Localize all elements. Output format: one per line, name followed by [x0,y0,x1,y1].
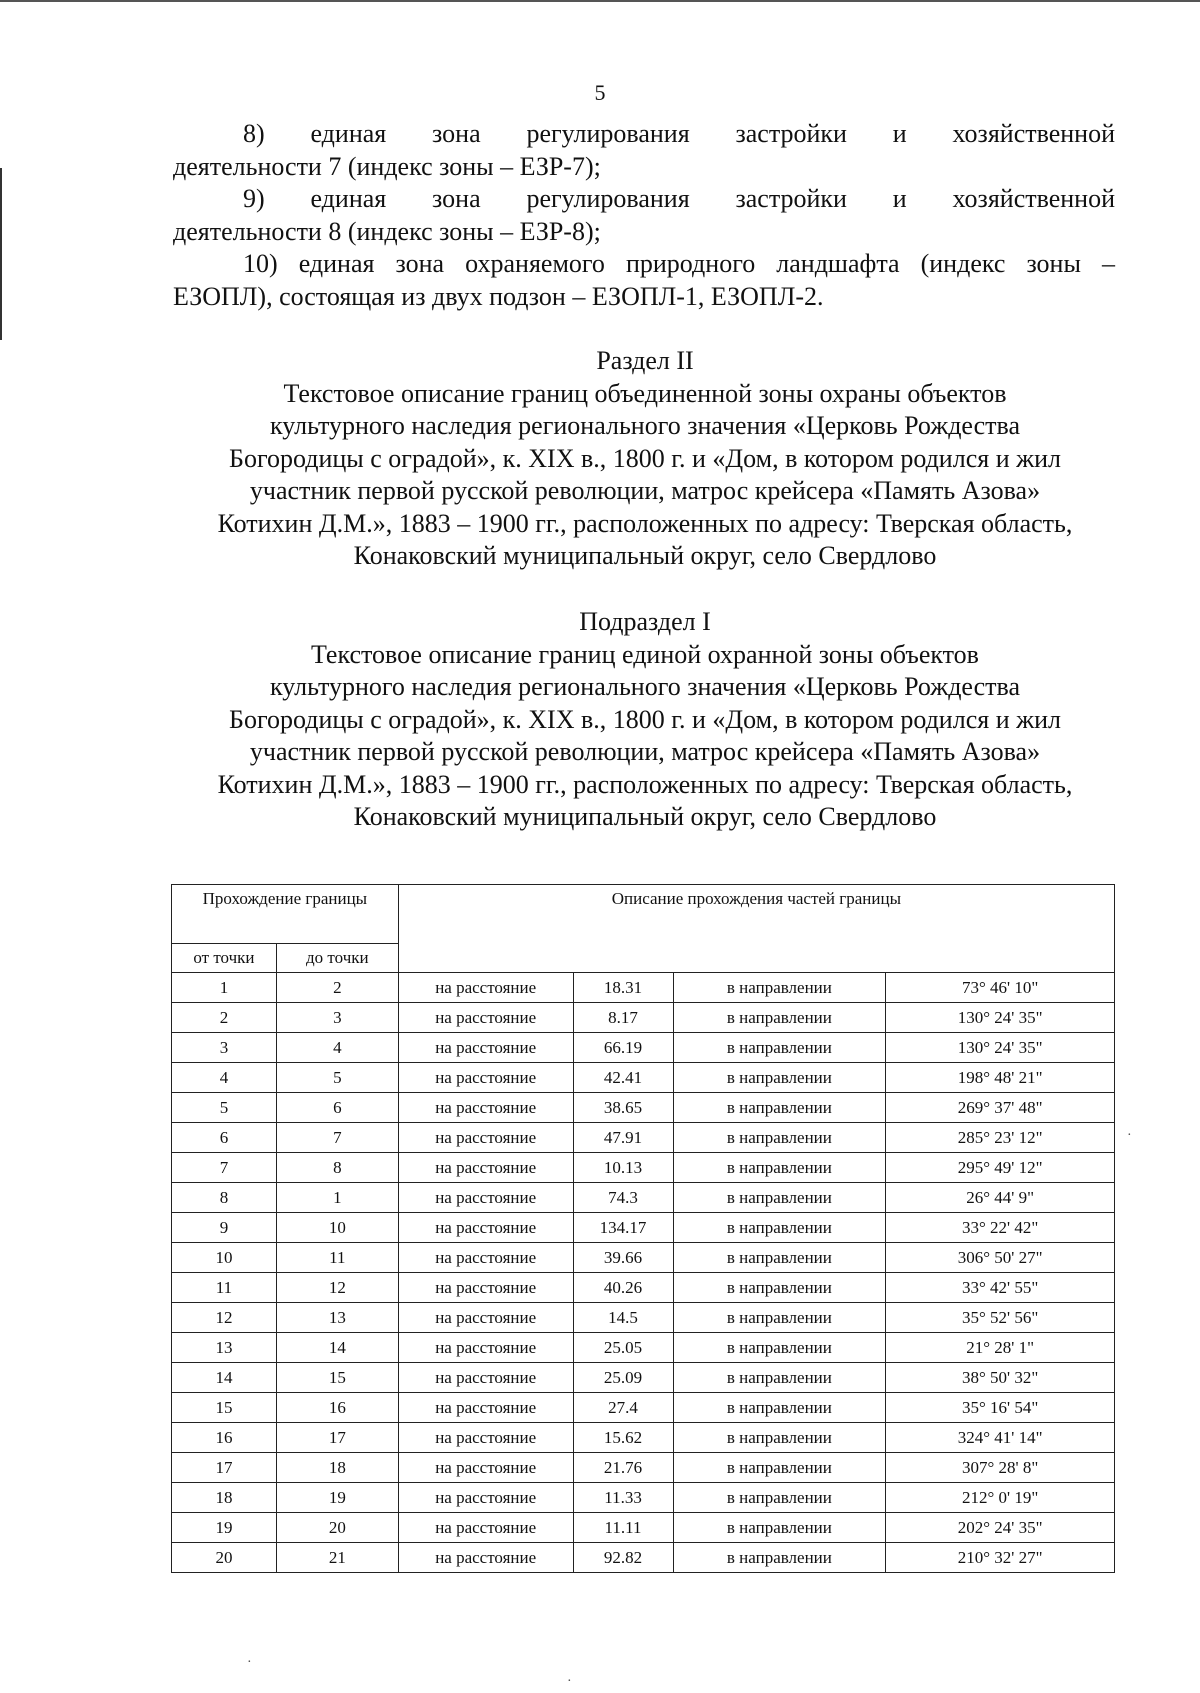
cell-distance-value: 42.41 [573,1063,673,1093]
cell-direction-value: 269° 37' 48" [886,1093,1115,1123]
cell-to-point: 1 [276,1183,398,1213]
cell-distance-label: на расстояние [398,1123,573,1153]
cell-direction-value: 35° 52' 56" [886,1303,1115,1333]
section-line-2: культурного наследия регионального значения «Церковь Рождества [269,411,1020,440]
cell-distance-label: на расстояние [398,1093,573,1123]
cell-distance-value: 21.76 [573,1453,673,1483]
cell-from-point: 3 [172,1033,277,1063]
subsection-title: Подраздел I [579,607,711,636]
table-row [172,1213,1115,1243]
cell-from-point: 6 [172,1123,277,1153]
cell-direction-value: 130° 24' 35" [886,1003,1115,1033]
cell-direction-value: 21° 28' 1" [886,1333,1115,1363]
section-line-1: Текстовое описание границ объединенной зоны охраны объектов [283,378,1007,408]
cell-distance-label: на расстояние [398,1033,573,1063]
cell-distance-value: 10.13 [573,1153,673,1183]
cell-distance-value: 25.09 [573,1363,673,1393]
cell-from-point: 16 [172,1423,277,1453]
cell-to-point: 18 [276,1453,398,1483]
cell-direction-value: 73° 46' 10" [886,973,1115,1003]
cell-distance-value: 40.26 [573,1273,673,1303]
cell-distance-label: на расстояние [398,1183,573,1213]
cell-distance-value: 47.91 [573,1123,673,1153]
cell-distance-label: на расстояние [398,1153,573,1183]
table-row [172,1003,1115,1033]
section-line-5: Котихин Д.М.», 1883 – 1900 гг., расположенных по адресу: Тверская область, [217,508,1073,538]
table-row [172,1093,1115,1123]
table-row [172,1243,1115,1273]
header-from-point: от точки [172,944,277,973]
cell-direction-label: в направлении [673,1063,886,1093]
subsection-line-6: Конаковский муниципальный округ, село Свердлово [353,802,937,831]
intro-item-9-lead [173,183,1115,216]
cell-from-point: 5 [172,1093,277,1123]
table-row [172,1543,1115,1573]
boundary-table [171,884,1115,1573]
cell-direction-label: в направлении [673,1003,886,1033]
intro-item-9-rest: деятельности 8 (индекс зоны – ЕЗР-8); [173,216,601,246]
cell-distance-label: на расстояние [398,1063,573,1093]
table-row [172,1183,1115,1213]
cell-direction-label: в направлении [673,1273,886,1303]
section-heading [150,345,1140,573]
cell-direction-label: в направлении [673,1123,886,1153]
cell-direction-value: 295° 49' 12" [886,1153,1115,1183]
intro-item-8-rest: деятельности 7 (индекс зоны – ЕЗР-7); [173,151,601,181]
cell-to-point: 17 [276,1423,398,1453]
intro-item-10-lead-text: 10) единая зона охраняемого природного ландшафта (индекс зоны – [243,249,1115,278]
cell-direction-label: в направлении [673,1213,886,1243]
cell-to-point: 11 [276,1243,398,1273]
cell-from-point: 12 [172,1303,277,1333]
table-row [172,1063,1115,1093]
cell-to-point: 4 [276,1033,398,1063]
cell-distance-label: на расстояние [398,973,573,1003]
cell-to-point: 5 [276,1063,398,1093]
intro-list [173,118,1115,313]
intro-item-9-lead-text: 9) единая зона регулирования застройки и хозяйственной [243,184,1115,213]
cell-to-point: 20 [276,1513,398,1543]
cell-distance-label: на расстояние [398,1243,573,1273]
scan-speck: · [567,1674,572,1689]
table-row [172,1393,1115,1423]
subsection-line-4: участник первой русской революции, матрос крейсера «Память Азова» [249,737,1041,766]
cell-from-point: 11 [172,1273,277,1303]
page-number: 5 [594,80,606,105]
cell-direction-label: в направлении [673,1093,886,1123]
cell-distance-label: на расстояние [398,1453,573,1483]
cell-distance-value: 15.62 [573,1423,673,1453]
subsection-line-5: Котихин Д.М.», 1883 – 1900 гг., расположенных по адресу: Тверская область, [217,769,1073,799]
cell-distance-label: на расстояние [398,1483,573,1513]
cell-to-point: 7 [276,1123,398,1153]
cell-direction-value: 307° 28' 8" [886,1453,1115,1483]
cell-distance-value: 134.17 [573,1213,673,1243]
header-to-point: до точки [276,944,398,973]
cell-distance-label: на расстояние [398,1003,573,1033]
cell-direction-label: в направлении [673,1543,886,1573]
cell-direction-value: 35° 16' 54" [886,1393,1115,1423]
cell-to-point: 13 [276,1303,398,1333]
cell-from-point: 7 [172,1153,277,1183]
cell-from-point: 20 [172,1543,277,1573]
cell-direction-value: 285° 23' 12" [886,1123,1115,1153]
cell-from-point: 17 [172,1453,277,1483]
cell-direction-label: в направлении [673,1453,886,1483]
cell-direction-label: в направлении [673,1243,886,1273]
cell-to-point: 8 [276,1153,398,1183]
cell-direction-value: 33° 22' 42" [886,1213,1115,1243]
header-boundary-passage: Прохождение границы [172,885,399,944]
cell-to-point: 14 [276,1333,398,1363]
cell-direction-label: в направлении [673,973,886,1003]
table-row [172,1423,1115,1453]
cell-direction-label: в направлении [673,1153,886,1183]
scan-top-edge [0,0,1200,2]
cell-from-point: 4 [172,1063,277,1093]
scan-speck: · [1127,1128,1132,1143]
cell-distance-label: на расстояние [398,1543,573,1573]
cell-from-point: 13 [172,1333,277,1363]
cell-from-point: 8 [172,1183,277,1213]
header-boundary-description: Описание прохождения частей границы [398,885,1114,973]
cell-distance-label: на расстояние [398,1213,573,1243]
cell-direction-label: в направлении [673,1303,886,1333]
table-row [172,1513,1115,1543]
section-line-4: участник первой русской революции, матрос крейсера «Память Азова» [249,476,1041,505]
subsection-line-2: культурного наследия регионального значения «Церковь Рождества [269,672,1020,701]
cell-to-point: 19 [276,1483,398,1513]
table-row [172,973,1115,1003]
cell-direction-value: 33° 42' 55" [886,1273,1115,1303]
cell-distance-value: 11.11 [573,1513,673,1543]
cell-direction-value: 130° 24' 35" [886,1033,1115,1063]
scan-speck: · [247,1655,252,1670]
cell-direction-label: в направлении [673,1393,886,1423]
cell-from-point: 10 [172,1243,277,1273]
cell-direction-value: 306° 50' 27" [886,1243,1115,1273]
table-row [172,1033,1115,1063]
subsection-line-3: Богородицы с оградой», к. XIX в., 1800 г. и «Дом, в котором родился и жил [229,704,1061,734]
cell-distance-value: 11.33 [573,1483,673,1513]
table-row [172,1333,1115,1363]
subsection-heading [150,606,1140,834]
cell-distance-value: 66.19 [573,1033,673,1063]
section-line-3: Богородицы с оградой», к. XIX в., 1800 г. и «Дом, в котором родился и жил [229,443,1061,473]
cell-distance-label: на расстояние [398,1363,573,1393]
cell-distance-value: 25.05 [573,1333,673,1363]
cell-direction-value: 324° 41' 14" [886,1423,1115,1453]
intro-item-10-rest: ЕЗОПЛ), состоящая из двух подзон – ЕЗОПЛ-1, ЕЗОПЛ-2. [173,281,824,311]
cell-distance-label: на расстояние [398,1273,573,1303]
cell-distance-value: 39.66 [573,1243,673,1273]
table-row [172,1483,1115,1513]
cell-direction-label: в направлении [673,1483,886,1513]
cell-distance-value: 14.5 [573,1303,673,1333]
cell-distance-value: 92.82 [573,1543,673,1573]
cell-to-point: 3 [276,1003,398,1033]
cell-distance-value: 38.65 [573,1093,673,1123]
cell-direction-value: 210° 32' 27" [886,1543,1115,1573]
cell-direction-value: 26° 44' 9" [886,1183,1115,1213]
table-row [172,1303,1115,1333]
cell-direction-label: в направлении [673,1423,886,1453]
cell-from-point: 15 [172,1393,277,1423]
subsection-line-1: Текстовое описание границ единой охранной зоны объектов [311,639,979,669]
cell-distance-label: на расстояние [398,1393,573,1423]
cell-distance-value: 74.3 [573,1183,673,1213]
cell-direction-value: 198° 48' 21" [886,1063,1115,1093]
cell-to-point: 12 [276,1273,398,1303]
cell-direction-value: 212° 0' 19" [886,1483,1115,1513]
cell-direction-value: 202° 24' 35" [886,1513,1115,1543]
cell-from-point: 9 [172,1213,277,1243]
cell-direction-label: в направлении [673,1033,886,1063]
table-row [172,1363,1115,1393]
intro-item-8-lead [173,118,1115,151]
cell-to-point: 2 [276,973,398,1003]
cell-direction-label: в направлении [673,1333,886,1363]
cell-from-point: 1 [172,973,277,1003]
cell-from-point: 14 [172,1363,277,1393]
cell-distance-value: 18.31 [573,973,673,1003]
cell-direction-label: в направлении [673,1183,886,1213]
cell-distance-label: на расстояние [398,1333,573,1363]
table-row [172,1273,1115,1303]
cell-distance-value: 8.17 [573,1003,673,1033]
cell-distance-label: на расстояние [398,1513,573,1543]
cell-to-point: 6 [276,1093,398,1123]
table-row [172,1453,1115,1483]
scan-left-edge-mark [0,168,2,340]
intro-item-8-lead-text: 8) единая зона регулирования застройки и хозяйственной [243,119,1115,148]
cell-from-point: 19 [172,1513,277,1543]
cell-to-point: 21 [276,1543,398,1573]
cell-distance-label: на расстояние [398,1423,573,1453]
cell-to-point: 15 [276,1363,398,1393]
cell-distance-value: 27.4 [573,1393,673,1423]
cell-direction-value: 38° 50' 32" [886,1363,1115,1393]
intro-item-10-lead [173,248,1115,281]
section-title: Раздел II [596,346,694,375]
table-row [172,1123,1115,1153]
cell-from-point: 2 [172,1003,277,1033]
cell-from-point: 18 [172,1483,277,1513]
cell-distance-label: на расстояние [398,1303,573,1333]
cell-to-point: 10 [276,1213,398,1243]
table-row [172,1153,1115,1183]
cell-direction-label: в направлении [673,1363,886,1393]
cell-direction-label: в направлении [673,1513,886,1543]
table-body [172,973,1115,1573]
section-line-6: Конаковский муниципальный округ, село Свердлово [353,541,937,570]
cell-to-point: 16 [276,1393,398,1423]
